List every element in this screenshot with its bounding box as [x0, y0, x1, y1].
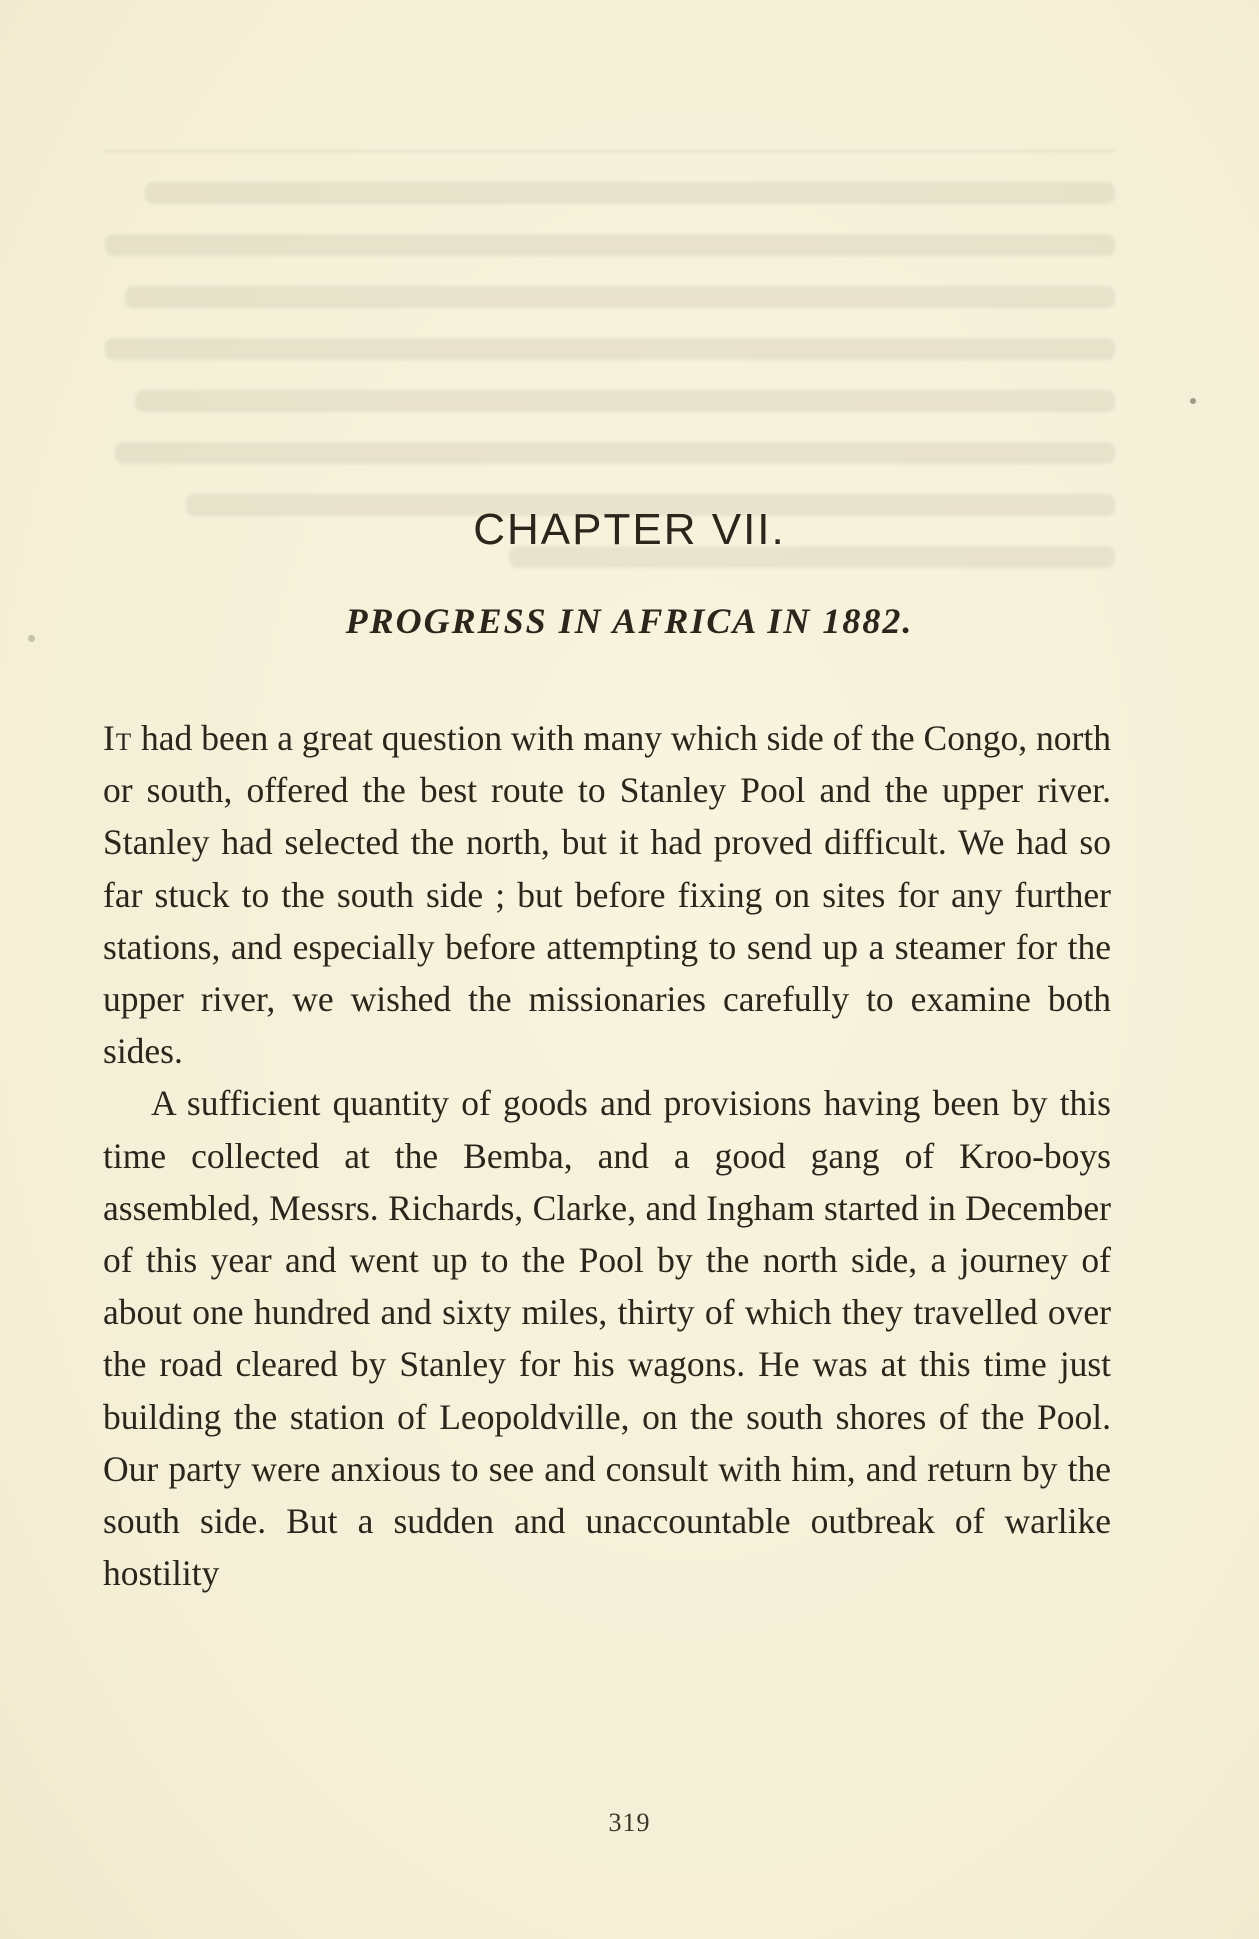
show-through-text: [105, 100, 1115, 660]
paragraph-first: [103, 712, 1111, 1077]
paper-speck: [1190, 398, 1196, 404]
paragraph-first-text: had been a great question with many which side of the Congo, north or south, offered the best route to Stanley Pool and the upper river. Stanley had selected the north, but it had proved difficult. We had so far stuck to the south side ; but before fixing on sites for any further stations, and especially before attempting to send up a steamer for the upper river, we wished the missionaries carefully to examine both sides.: [103, 718, 1111, 1072]
paragraph-second: A sufficient quantity of goods and provisions having been by this time collected at the Bemba, and a good gang of Kroo-boys assembled, Messrs. Richards, Clarke, and Ingham started in December of this year and went up to the Pool by the north side, a journey of about one hundred and sixty miles, thirty of which they travelled over the road cleared by Stanley for his wagons. He was at this time just building the station of Leopoldville, on the south shores of the Pool. Our party were anxious to see and consult with him, and return by the south side. But a sudden and unaccountable outbreak of warlike hostility: [103, 1083, 1111, 1594]
page-number: 319: [608, 1808, 651, 1837]
paragraph-lead-word: It: [103, 718, 133, 758]
chapter-heading: CHAPTER VII.: [473, 505, 786, 554]
body-text: [103, 712, 1111, 1599]
chapter-subtitle: PROGRESS IN AFRICA IN 1882.: [345, 601, 914, 641]
